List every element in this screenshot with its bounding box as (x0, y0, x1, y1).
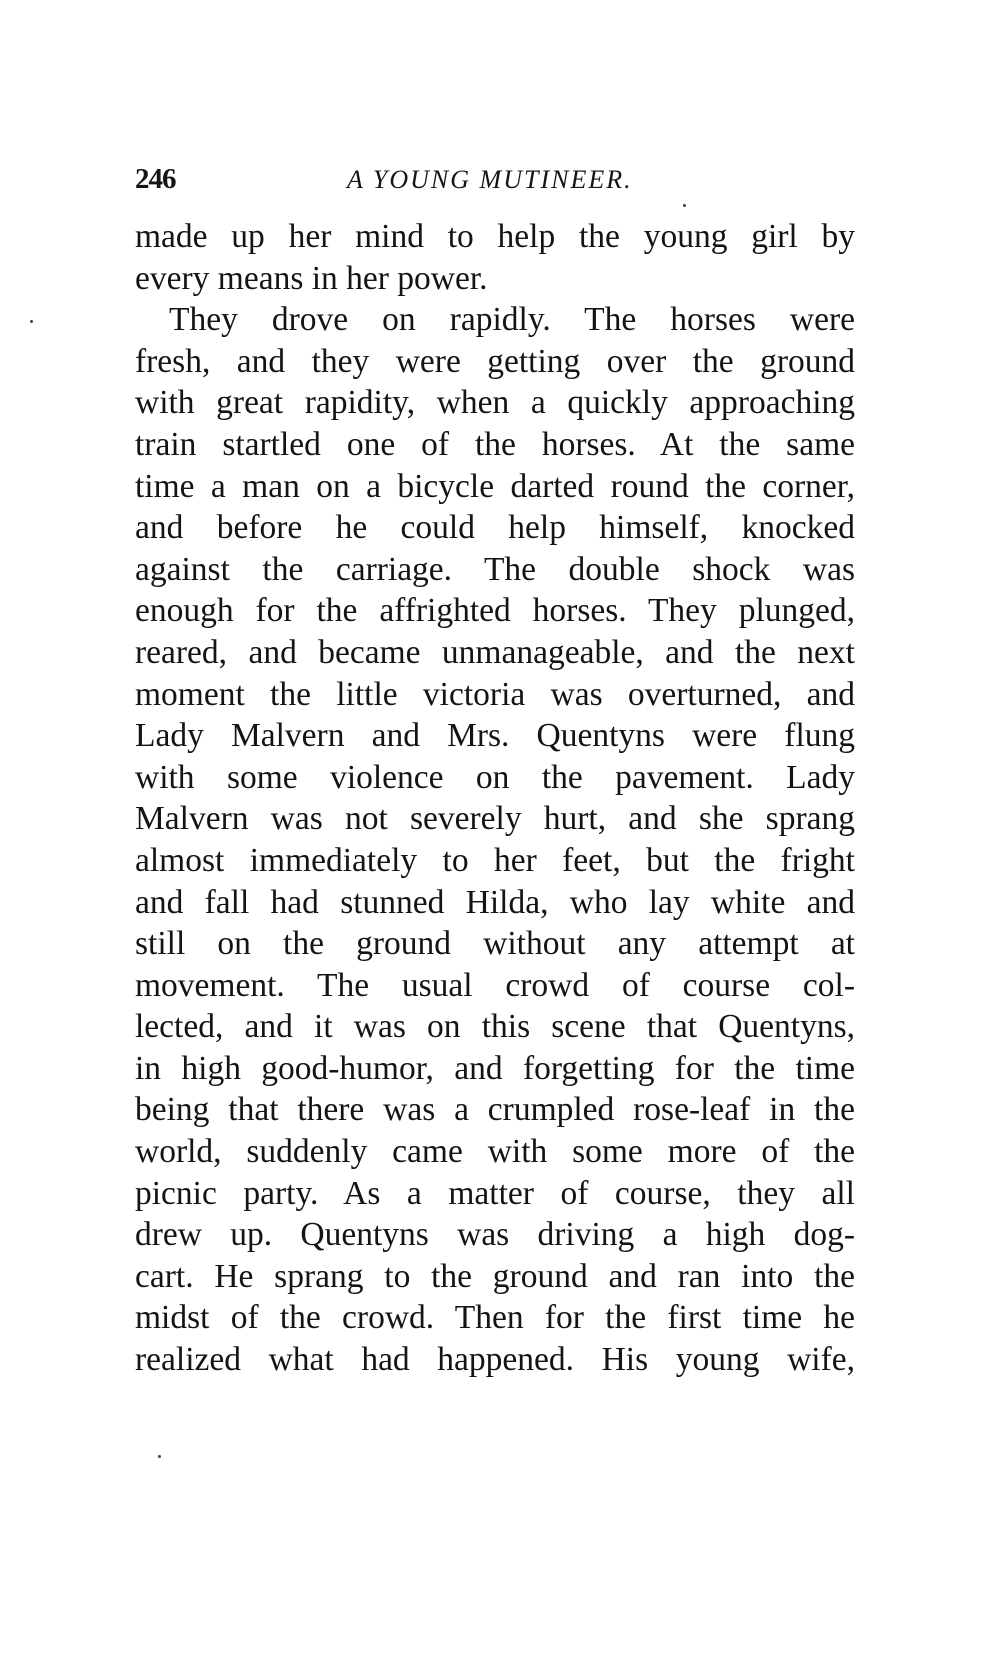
print-speck (683, 204, 686, 207)
text-line: moment the little victoria was overturned, and (135, 675, 855, 713)
print-speck (30, 320, 33, 323)
text-line: realized what had happened. His young wife, (135, 1341, 855, 1379)
text-line: almost immediately to her feet, but the fright (135, 841, 855, 879)
text-line: train startled one of the horses. At the same (135, 425, 855, 463)
text-line: lected, and it was on this scene that Quentyns, (135, 1008, 855, 1046)
text-line: cart. He sprang to the ground and ran into the (135, 1257, 855, 1295)
text-line: every means in her power. (135, 259, 488, 297)
running-head (135, 163, 855, 203)
text-line: and before he could help himself, knocked (135, 509, 855, 547)
text-line: time a man on a bicycle darted round the corner, (135, 467, 855, 505)
text-line: and fall had stunned Hilda, who lay white and (135, 883, 855, 921)
body-text (135, 216, 855, 1381)
text-line: drew up. Quentyns was driving a high dog- (135, 1216, 855, 1254)
text-line: picnic party. As a matter of course, they all (135, 1174, 855, 1212)
text-line: enough for the affrighted horses. They plunged, (135, 592, 855, 630)
running-title: A YOUNG MUTINEER. (347, 165, 633, 194)
text-line: fresh, and they were getting over the ground (135, 342, 855, 380)
text-line: in high good-humor, and forgetting for the time (135, 1049, 855, 1087)
page-number: 246 (135, 163, 176, 195)
text-line: still on the ground without any attempt at (135, 925, 855, 963)
text-line: midst of the crowd. Then for the first time he (135, 1299, 855, 1337)
text-line: made up her mind to help the young girl by (135, 218, 855, 255)
text-line: world, suddenly came with some more of the (135, 1133, 855, 1171)
text-line: with great rapidity, when a quickly approaching (135, 384, 855, 422)
text-line: reared, and became unmanageable, and the next (135, 633, 855, 671)
text-line: movement. The usual crowd of course col- (135, 966, 855, 1004)
print-speck (158, 1455, 161, 1458)
text-line: Lady Malvern and Mrs. Quentyns were flung (135, 717, 855, 755)
text-line: They drove on rapidly. The horses were (169, 301, 855, 339)
text-line: against the carriage. The double shock was (135, 550, 855, 588)
text-line: with some violence on the pavement. Lady (135, 758, 855, 796)
text-line: being that there was a crumpled rose-leaf in the (135, 1091, 855, 1129)
text-line: Malvern was not severely hurt, and she sprang (135, 800, 855, 838)
